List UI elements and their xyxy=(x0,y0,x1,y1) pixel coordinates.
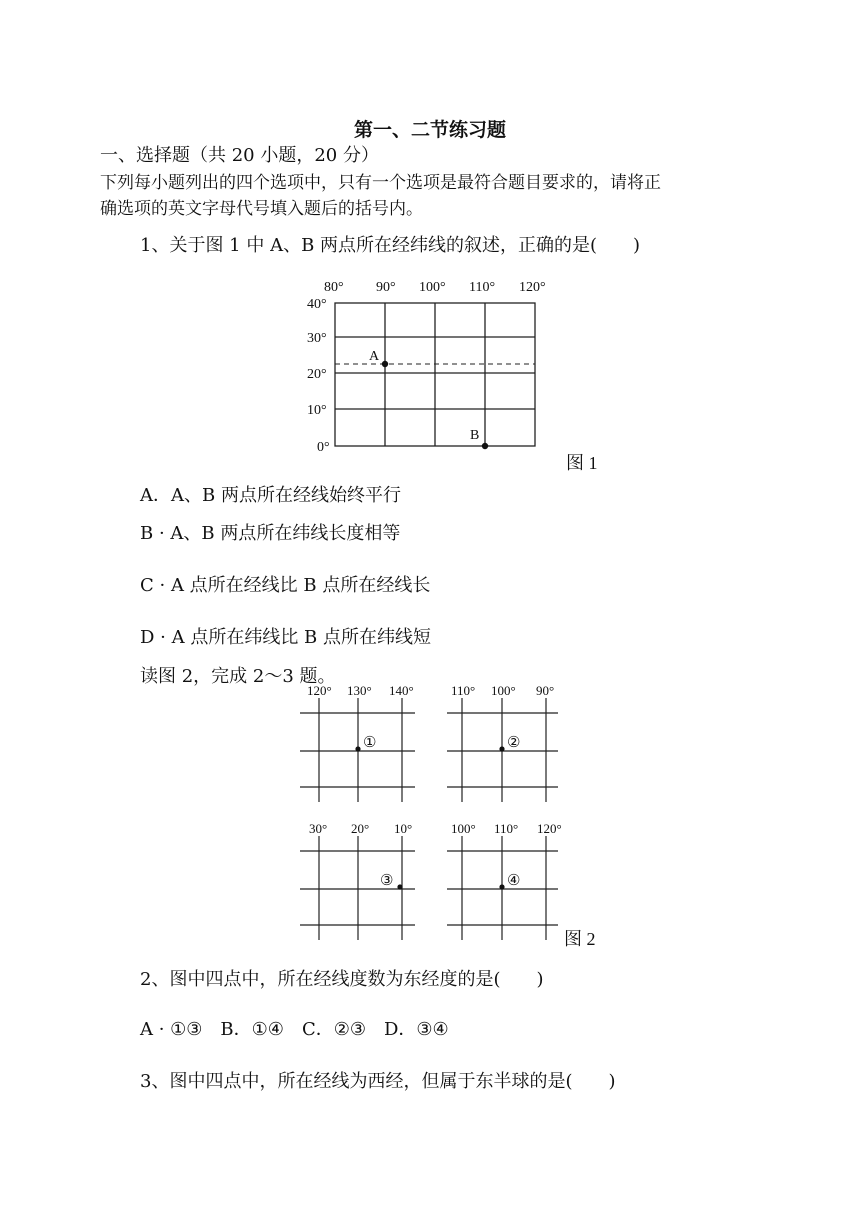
instruction-line-1: 下列每小题列出的四个选项中，只有一个选项是最符合题目要求的，请将正 xyxy=(100,173,661,193)
longitude-label: 110° xyxy=(451,683,476,698)
page-title: 第一、二节练习题 xyxy=(353,119,506,141)
longitude-label: 100° xyxy=(419,280,446,295)
point-1-label: ① xyxy=(363,735,377,751)
figure-2-panel-4 xyxy=(447,821,562,940)
longitude-label: 30° xyxy=(309,821,328,836)
longitude-label: 20° xyxy=(351,821,370,836)
figure-2-panel-2 xyxy=(447,683,558,802)
latitude-label: 0° xyxy=(317,440,330,455)
question-2-stem: 2、图中四点中，所在经线度数为东经度的是( ) xyxy=(140,969,544,990)
question-1-stem: 1、关于图 1 中 A、B 两点所在经纬线的叙述，正确的是( ) xyxy=(140,235,641,256)
point-a-label: A xyxy=(369,349,380,364)
longitude-label: 90° xyxy=(536,683,555,698)
point-marker xyxy=(499,746,504,751)
question-3-stem: 3、图中四点中，所在经线为西经，但属于东半球的是( ) xyxy=(140,1071,616,1092)
longitude-label: 10° xyxy=(394,821,413,836)
longitude-label: 140° xyxy=(389,683,414,698)
longitude-label: 120° xyxy=(519,280,546,295)
point-a-marker xyxy=(382,361,388,367)
instruction-line-2: 确选项的英文字母代号填入题后的括号内。 xyxy=(100,199,423,219)
point-3-label: ③ xyxy=(380,873,394,889)
longitude-label: 90° xyxy=(376,280,396,295)
latitude-label: 10° xyxy=(307,403,327,418)
longitude-label: 80° xyxy=(324,280,344,295)
longitude-label: 100° xyxy=(491,683,516,698)
longitude-label: 110° xyxy=(494,821,519,836)
longitude-label: 120° xyxy=(307,683,332,698)
read-figure-2-instruction: 读图 2，完成 2～3 题。 xyxy=(140,666,336,687)
longitude-label: 110° xyxy=(469,280,496,295)
longitude-label: 120° xyxy=(537,821,562,836)
point-marker xyxy=(397,884,402,889)
latitude-label: 30° xyxy=(307,331,327,346)
longitude-label: 130° xyxy=(347,683,372,698)
figure-2-grid-maps xyxy=(290,680,620,950)
point-2-label: ② xyxy=(507,735,521,751)
point-b-label: B xyxy=(470,428,480,443)
question-2-options: A · ①③ B．①④ C．②③ D．③④ xyxy=(140,1019,449,1040)
point-marker xyxy=(355,746,360,751)
question-1-option-d: D · A 点所在纬线比 B 点所在纬线短 xyxy=(140,627,431,648)
point-b-marker xyxy=(482,443,488,449)
figure-1-caption: 图 1 xyxy=(566,453,598,473)
section-heading: 一、选择题（共 20 小题，20 分） xyxy=(100,145,379,166)
latitude-label: 40° xyxy=(307,297,327,312)
figure-2-panel-3 xyxy=(300,821,415,940)
longitude-label: 100° xyxy=(451,821,476,836)
point-marker xyxy=(499,884,504,889)
question-1-option-b: B · A、B 两点所在纬线长度相等 xyxy=(140,523,401,544)
latitude-label: 20° xyxy=(307,367,327,382)
question-1-option-a: A．A、B 两点所在经线始终平行 xyxy=(140,485,401,506)
figure-2-panel-1 xyxy=(300,683,415,802)
figure-2-caption: 图 2 xyxy=(564,929,596,949)
point-4-label: ④ xyxy=(507,873,521,889)
question-1-option-c: C · A 点所在经线比 B 点所在经线长 xyxy=(140,575,431,596)
